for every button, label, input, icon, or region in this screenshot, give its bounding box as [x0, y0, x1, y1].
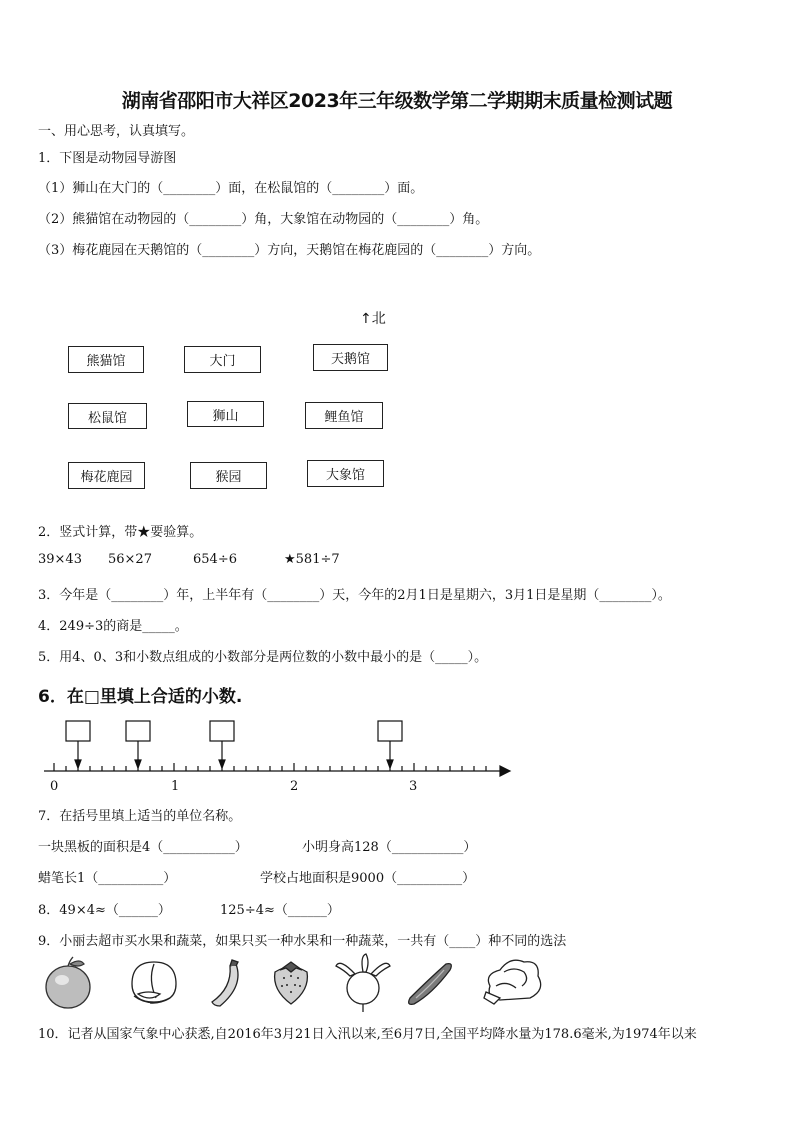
- map-box-gate: 大门: [184, 346, 261, 373]
- banana-icon: [212, 960, 238, 1006]
- question-7-stem: 7．在括号里填上适当的单位名称。: [38, 809, 242, 824]
- map-box-squirrel: 松鼠馆: [68, 403, 147, 429]
- question-9: 9．小丽去超市买水果和蔬菜，如果只买一种水果和一种蔬菜，一共有（____）种不同的选法: [38, 934, 567, 949]
- page-title: 湖南省邵阳市大祥区2023年三年级数学第二学期期末质量检测试题: [121, 90, 673, 112]
- calc-item-3: 654÷6: [193, 552, 237, 567]
- question-6: 6．在□里填上合适的小数.: [38, 687, 243, 707]
- question-7-c: 蜡笔长1（__________）: [38, 871, 177, 886]
- map-box-deer: 梅花鹿园: [68, 462, 145, 489]
- peach-icon: [132, 962, 176, 1003]
- north-indicator: ↑北: [360, 311, 386, 327]
- map-box-swan: 天鹅馆: [313, 344, 388, 371]
- map-box-monkey: 猴园: [190, 462, 267, 489]
- question-7-a: 一块黑板的面积是4（___________）: [38, 840, 248, 855]
- question-7-d: 学校占地面积是9000（__________）: [260, 871, 476, 886]
- strawberry-icon: [275, 962, 308, 1004]
- question-1-stem: 1．下图是动物园导游图: [38, 151, 177, 166]
- cabbage-icon: [484, 960, 541, 1004]
- cucumber-icon: [409, 964, 452, 1005]
- question-4: 4．249÷3的商是_____。: [38, 619, 188, 634]
- calc-item-4: ★581÷7: [284, 552, 340, 567]
- question-1-part-1: （1）狮山在大门的（________）面，在松鼠馆的（________）面。: [38, 181, 424, 196]
- question-3: 3．今年是（________）年，上半年有（________）天，今年的2月1日是星期六，3月1日是星期（________）。: [38, 588, 671, 603]
- question-7-b: 小明身高128（___________）: [302, 840, 477, 855]
- map-box-carp: 鲤鱼馆: [305, 402, 383, 429]
- calc-item-1: 39×43: [38, 552, 82, 567]
- section-heading: 一、用心思考，认真填写。: [38, 124, 195, 139]
- number-line-label-3: 3: [409, 779, 418, 794]
- question-5: 5．用4、0、3和小数点组成的小数部分是两位数的小数中最小的是（_____）。: [38, 650, 488, 665]
- map-box-lion-hill: 狮山: [187, 401, 264, 427]
- map-box-elephant: 大象馆: [307, 460, 384, 487]
- question-1-part-2: （2）熊猫馆在动物园的（________）角，大象馆在动物园的（________）角。: [38, 212, 489, 227]
- number-line-label-1: 1: [171, 779, 180, 794]
- question-1-part-3: （3）梅花鹿园在天鹅馆的（________）方向，天鹅馆在梅花鹿园的（________）方向。: [38, 243, 541, 258]
- radish-icon: [336, 954, 390, 1012]
- question-10: 10．记者从国家气象中心获悉,自2016年3月21日入汛以来,至6月7日,全国平均降水量为178.6毫米,为1974年以来: [38, 1027, 697, 1042]
- apple-icon: [46, 957, 90, 1008]
- number-line-label-2: 2: [290, 779, 299, 794]
- map-box-panda: 熊猫馆: [68, 346, 144, 373]
- question-8-b: 125÷4≈（______）: [220, 903, 340, 918]
- number-line-label-0: 0: [50, 779, 59, 794]
- question-2-stem: 2．竖式计算，带★要验算。: [38, 525, 203, 540]
- calc-item-2: 56×27: [108, 552, 152, 567]
- question-8-a: 8．49×4≈（______）: [38, 903, 171, 918]
